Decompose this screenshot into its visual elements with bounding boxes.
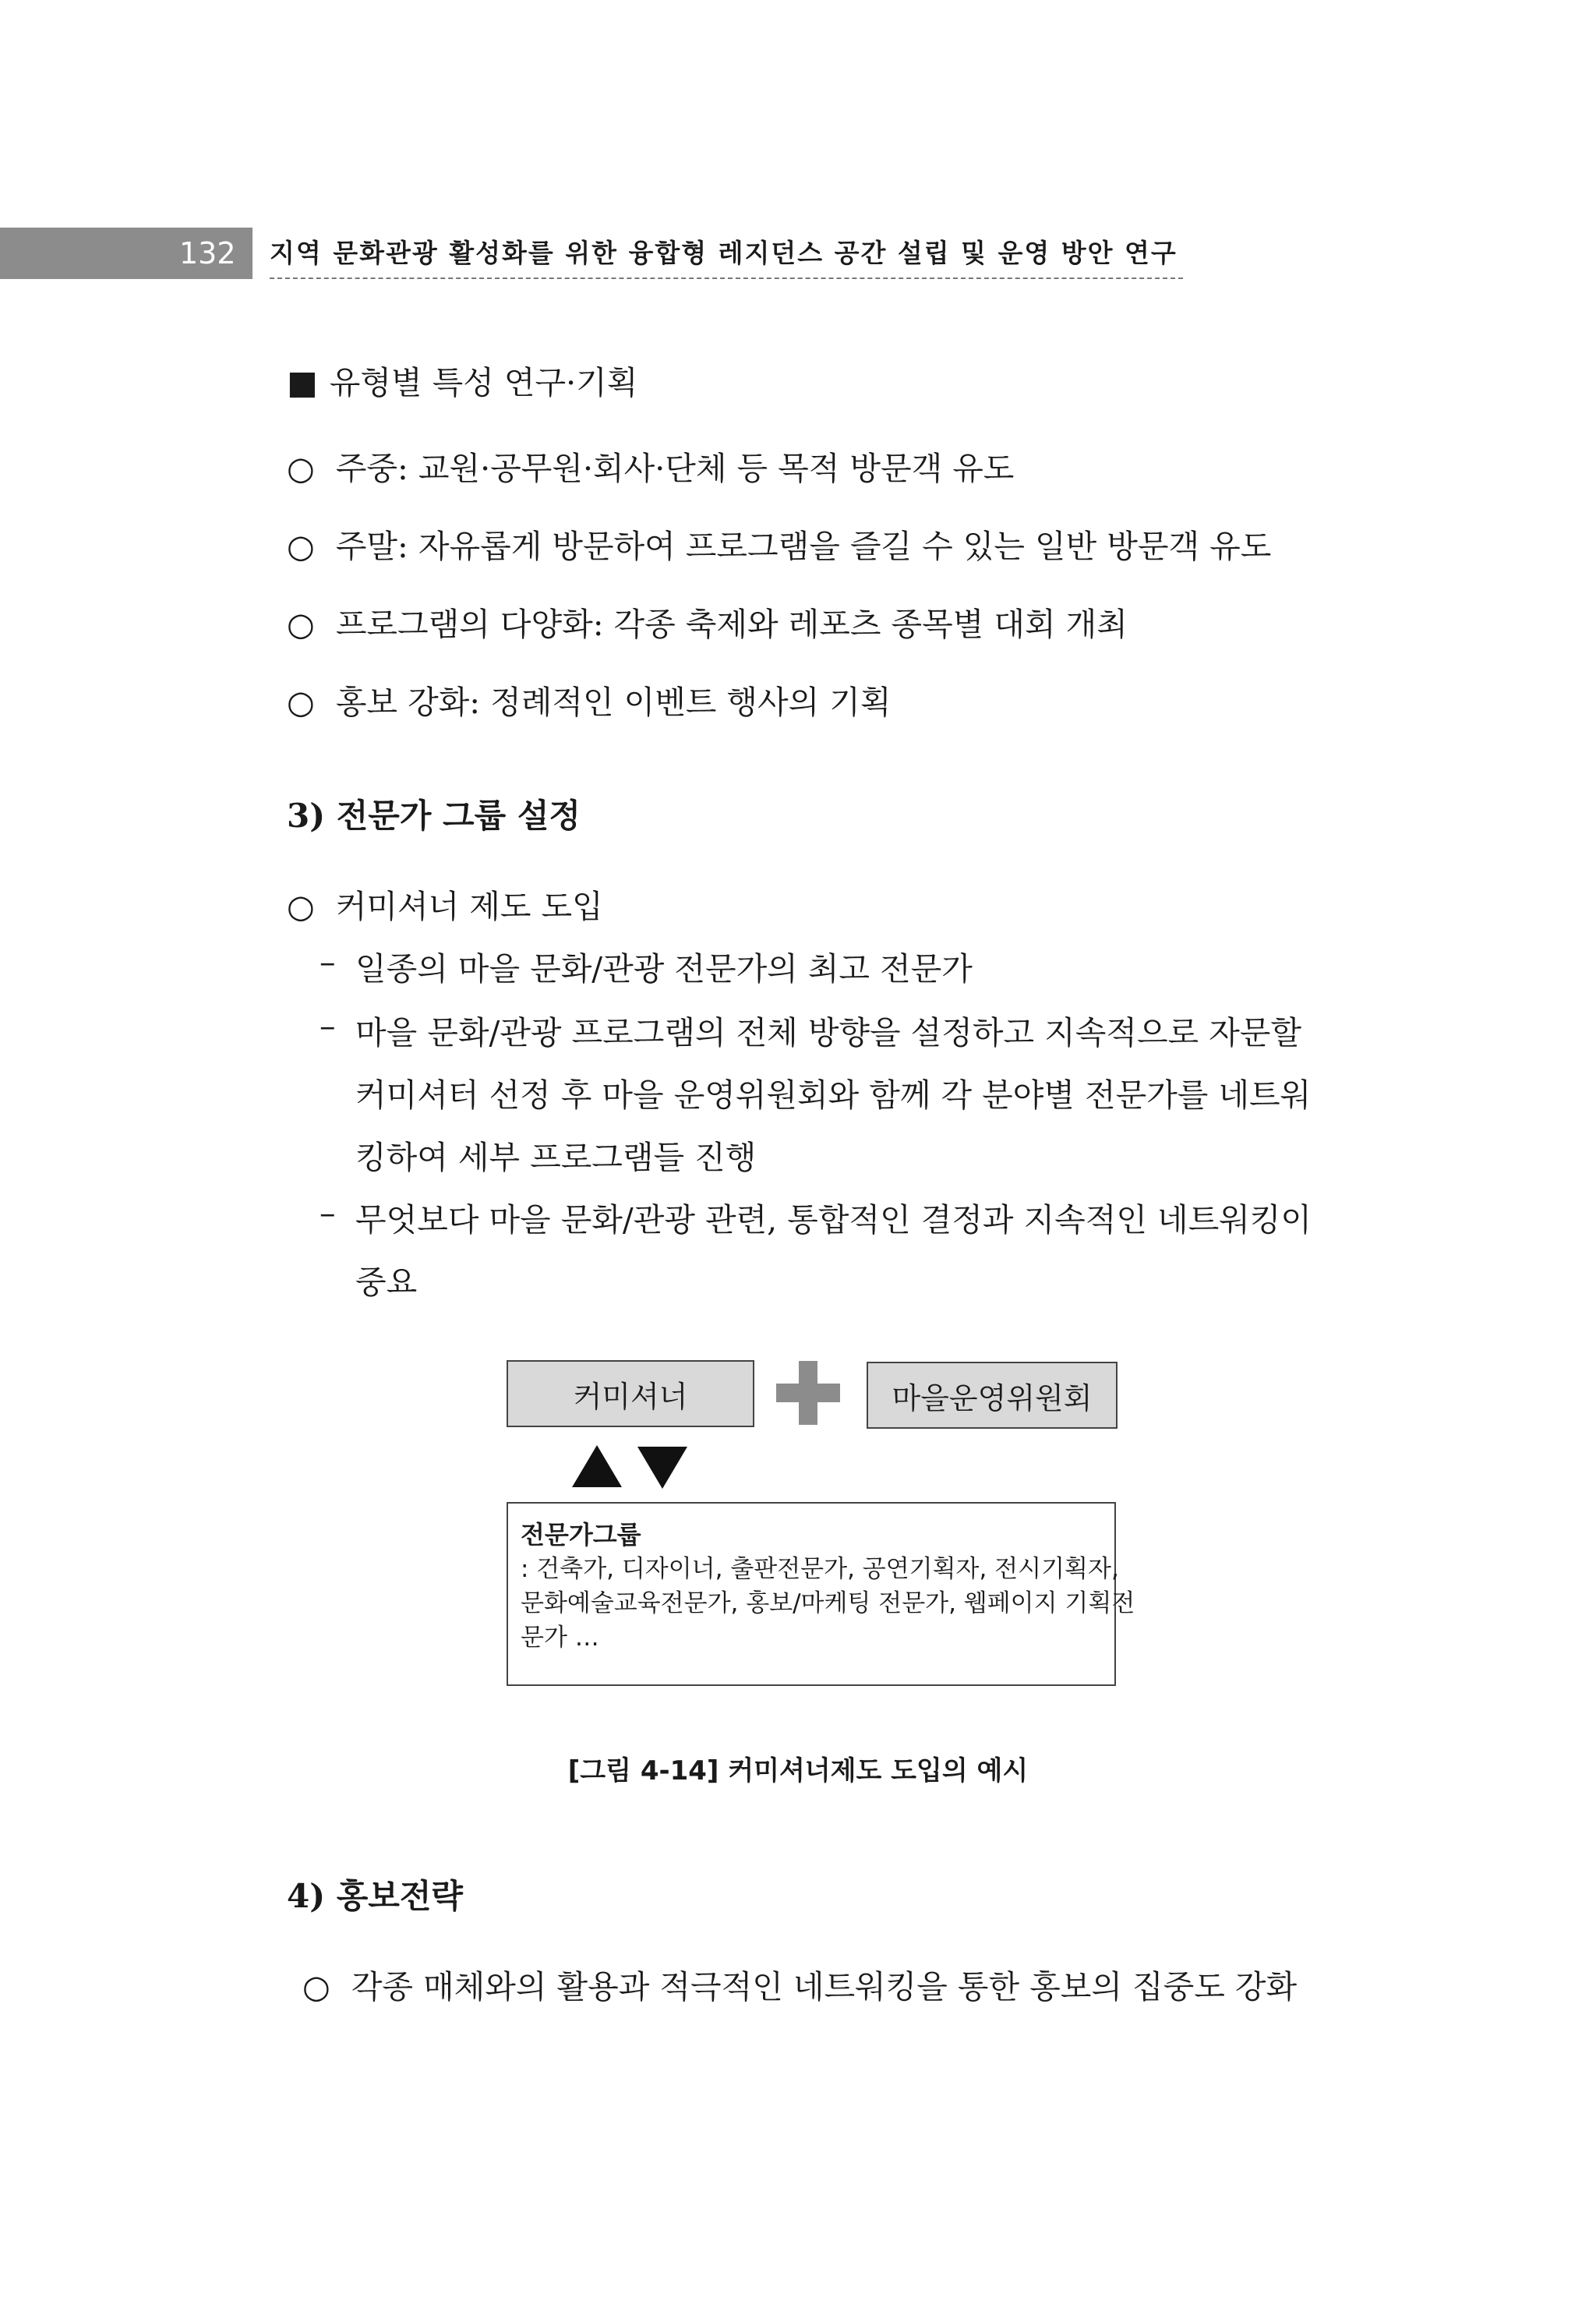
dash-item-line: 킹하여 세부 프로그램들 진행 bbox=[355, 1139, 757, 1176]
list-item bbox=[302, 1961, 1297, 2007]
expert-group-line: : 건축가, 디자이너, 출판전문가, 공연기획자, 전시기획자, bbox=[521, 1555, 1119, 1583]
list-item-text: 주중: 교원·공무원·회사·단체 등 목적 방문객 유도 bbox=[335, 450, 1015, 487]
circle-bullet-icon: ○ bbox=[287, 528, 315, 565]
up-arrow-icon bbox=[572, 1445, 622, 1487]
circle-bullet-icon: ○ bbox=[287, 684, 315, 721]
section-3-heading: 3) 전문가 그룹 설정 bbox=[287, 797, 581, 835]
expert-group-line: 문가 … bbox=[521, 1624, 599, 1652]
village-committee-box: 마을운영위원회 bbox=[867, 1362, 1118, 1429]
expert-group-line: 문화예술교육전문가, 홍보/마케팅 전문가, 웹페이지 기획전 bbox=[521, 1589, 1135, 1617]
list-item-text: 프로그램의 다양화: 각종 축제와 레포츠 종목별 대회 개최 bbox=[335, 606, 1128, 643]
list-item-text: 홍보 강화: 정례적인 이벤트 행사의 기획 bbox=[335, 684, 892, 721]
dash-item-line: 커미셔터 선정 후 마을 운영위원회와 함께 각 분야별 전문가를 네트워 bbox=[355, 1076, 1312, 1114]
list-item bbox=[287, 599, 1128, 645]
list-item-text: 주말: 자유롭게 방문하여 프로그램을 즐길 수 있는 일반 방문객 유도 bbox=[335, 528, 1272, 565]
dash-item-line: 중요 bbox=[355, 1263, 418, 1301]
section-type-title bbox=[287, 357, 637, 403]
commissioner-box: 커미셔너 bbox=[507, 1360, 754, 1427]
running-title: 지역 문화관광 활성화를 위한 융합형 레지던스 공간 설립 및 운영 방안 연구 bbox=[270, 233, 1183, 279]
dash-bullet-icon: – bbox=[320, 1194, 336, 1232]
expert-group-box bbox=[507, 1502, 1135, 1686]
section-type-title-text: 유형별 특성 연구·기획 bbox=[329, 364, 638, 401]
figure-caption: [그림 4-14] 커미셔너제도 도입의 예시 bbox=[567, 1755, 1029, 1787]
dash-item-line: 일종의 마을 문화/관광 전문가의 최고 전문가 bbox=[355, 950, 973, 988]
list-item bbox=[287, 521, 1271, 567]
dash-item-line: 무엇보다 마을 문화/관광 관련, 통합적인 결정과 지속적인 네트워킹이 bbox=[355, 1201, 1312, 1239]
dash-bullet-icon: – bbox=[320, 943, 336, 981]
circle-bullet-icon: ○ bbox=[287, 450, 315, 487]
plus-icon-vertical bbox=[799, 1361, 817, 1425]
square-bullet-icon: ■ bbox=[287, 363, 318, 401]
up-down-arrows-icon bbox=[572, 1444, 689, 1490]
circle-bullet-icon: ○ bbox=[302, 1968, 330, 2006]
page-number: 132 bbox=[179, 236, 236, 270]
list-item bbox=[287, 881, 603, 927]
list-item-text: 각종 매체와의 활용과 적극적인 네트워킹을 통한 홍보의 집중도 강화 bbox=[351, 1968, 1298, 2006]
circle-bullet-icon: ○ bbox=[287, 888, 315, 925]
list-item-text: 커미셔너 제도 도입 bbox=[335, 888, 603, 925]
list-item bbox=[287, 677, 892, 723]
circle-bullet-icon: ○ bbox=[287, 606, 315, 643]
section-4-heading: 4) 홍보전략 bbox=[287, 1877, 464, 1915]
dash-item-line: 마을 문화/관광 프로그램의 전체 방향을 설정하고 지속적으로 자문할 bbox=[355, 1014, 1302, 1051]
expert-group-title: 전문가그룹 bbox=[521, 1520, 641, 1550]
list-item bbox=[287, 443, 1014, 489]
dash-bullet-icon: – bbox=[320, 1007, 336, 1044]
down-arrow-icon bbox=[637, 1447, 687, 1489]
